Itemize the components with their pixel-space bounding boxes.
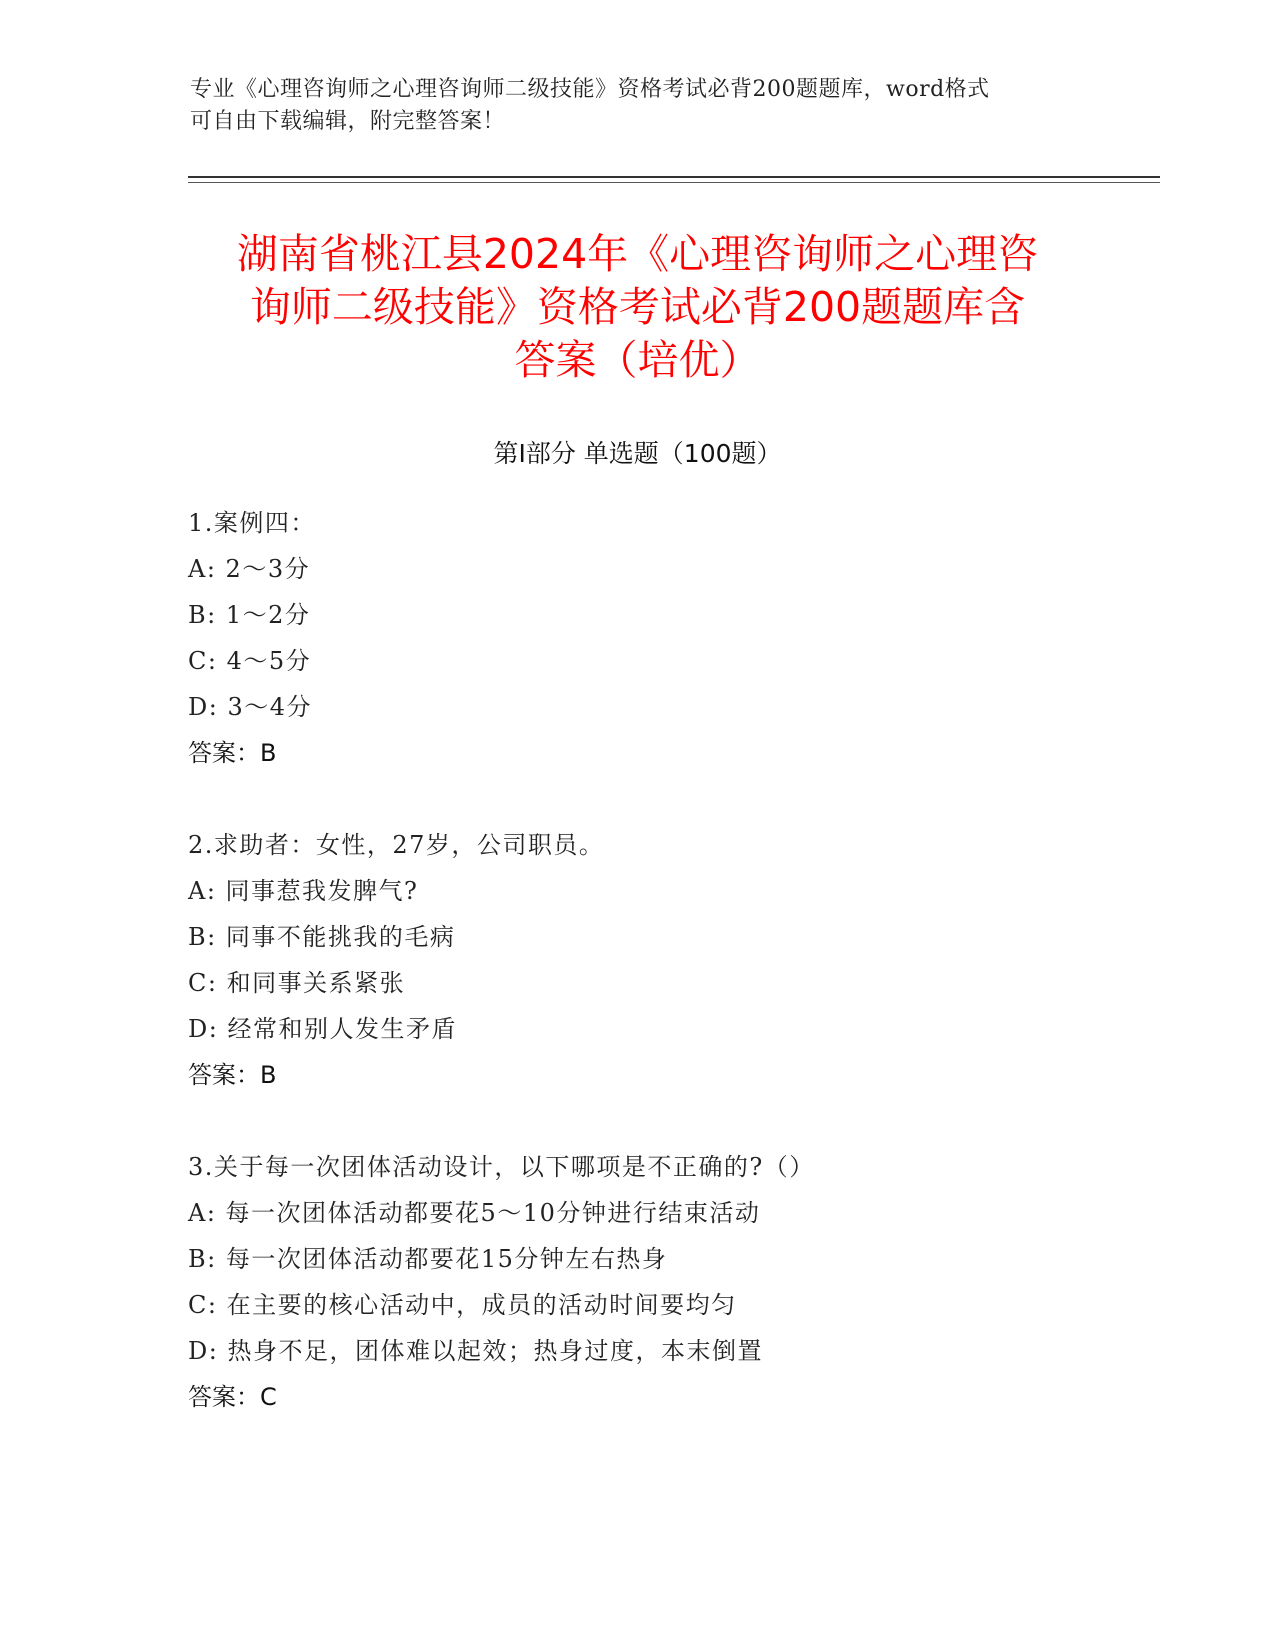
option-b: B: 每一次团体活动都要花15分钟左右热身 bbox=[188, 1245, 668, 1273]
header-note-line-1: 专业《心理咨询师之心理咨询师二级技能》资格考试必背200题题库，word格式 bbox=[190, 77, 990, 102]
header-divider-thin bbox=[188, 182, 1160, 183]
option-a: A: 同事惹我发脾气? bbox=[188, 877, 419, 905]
option-a: A: 2～3分 bbox=[188, 555, 311, 583]
question-2 bbox=[188, 822, 1088, 1098]
option-a: A: 每一次团体活动都要花5～10分钟进行结束活动 bbox=[188, 1199, 761, 1227]
document-title bbox=[150, 228, 1125, 387]
header-note bbox=[190, 74, 1080, 138]
question-answer: 答案：B bbox=[188, 1061, 277, 1089]
document-title-line-1: 湖南省桃江县2024年《心理咨询师之心理咨 bbox=[236, 230, 1039, 278]
option-b: B: 1～2分 bbox=[188, 601, 311, 629]
option-d: D: 经常和别人发生矛盾 bbox=[188, 1015, 457, 1043]
option-b: B: 同事不能挑我的毛病 bbox=[188, 923, 456, 951]
option-d: D: 3～4分 bbox=[188, 693, 312, 721]
question-stem: 1.案例四： bbox=[188, 509, 316, 537]
option-c: C: 4～5分 bbox=[188, 647, 312, 675]
header-divider-thick bbox=[188, 176, 1160, 178]
document-title-line-2: 询师二级技能》资格考试必背200题题库含 bbox=[249, 283, 1026, 331]
header-note-line-2: 可自由下载编辑，附完整答案！ bbox=[190, 109, 506, 134]
option-c: C: 和同事关系紧张 bbox=[188, 969, 406, 997]
question-answer: 答案：C bbox=[188, 1383, 277, 1411]
question-1 bbox=[188, 500, 1088, 776]
document-title-line-3: 答案（培优） bbox=[514, 336, 761, 384]
question-3 bbox=[188, 1144, 1088, 1420]
question-stem: 3.关于每一次团体活动设计，以下哪项是不正确的?（） bbox=[188, 1153, 815, 1181]
option-d: D: 热身不足，团体难以起效；热身过度，本末倒置 bbox=[188, 1337, 763, 1365]
question-stem: 2.求助者：女性，27岁，公司职员。 bbox=[188, 831, 605, 859]
section-heading: 第Ⅰ部分 单选题（100题） bbox=[493, 439, 782, 468]
option-c: C: 在主要的核心活动中，成员的活动时间要均匀 bbox=[188, 1291, 737, 1319]
question-answer: 答案：B bbox=[188, 739, 277, 767]
